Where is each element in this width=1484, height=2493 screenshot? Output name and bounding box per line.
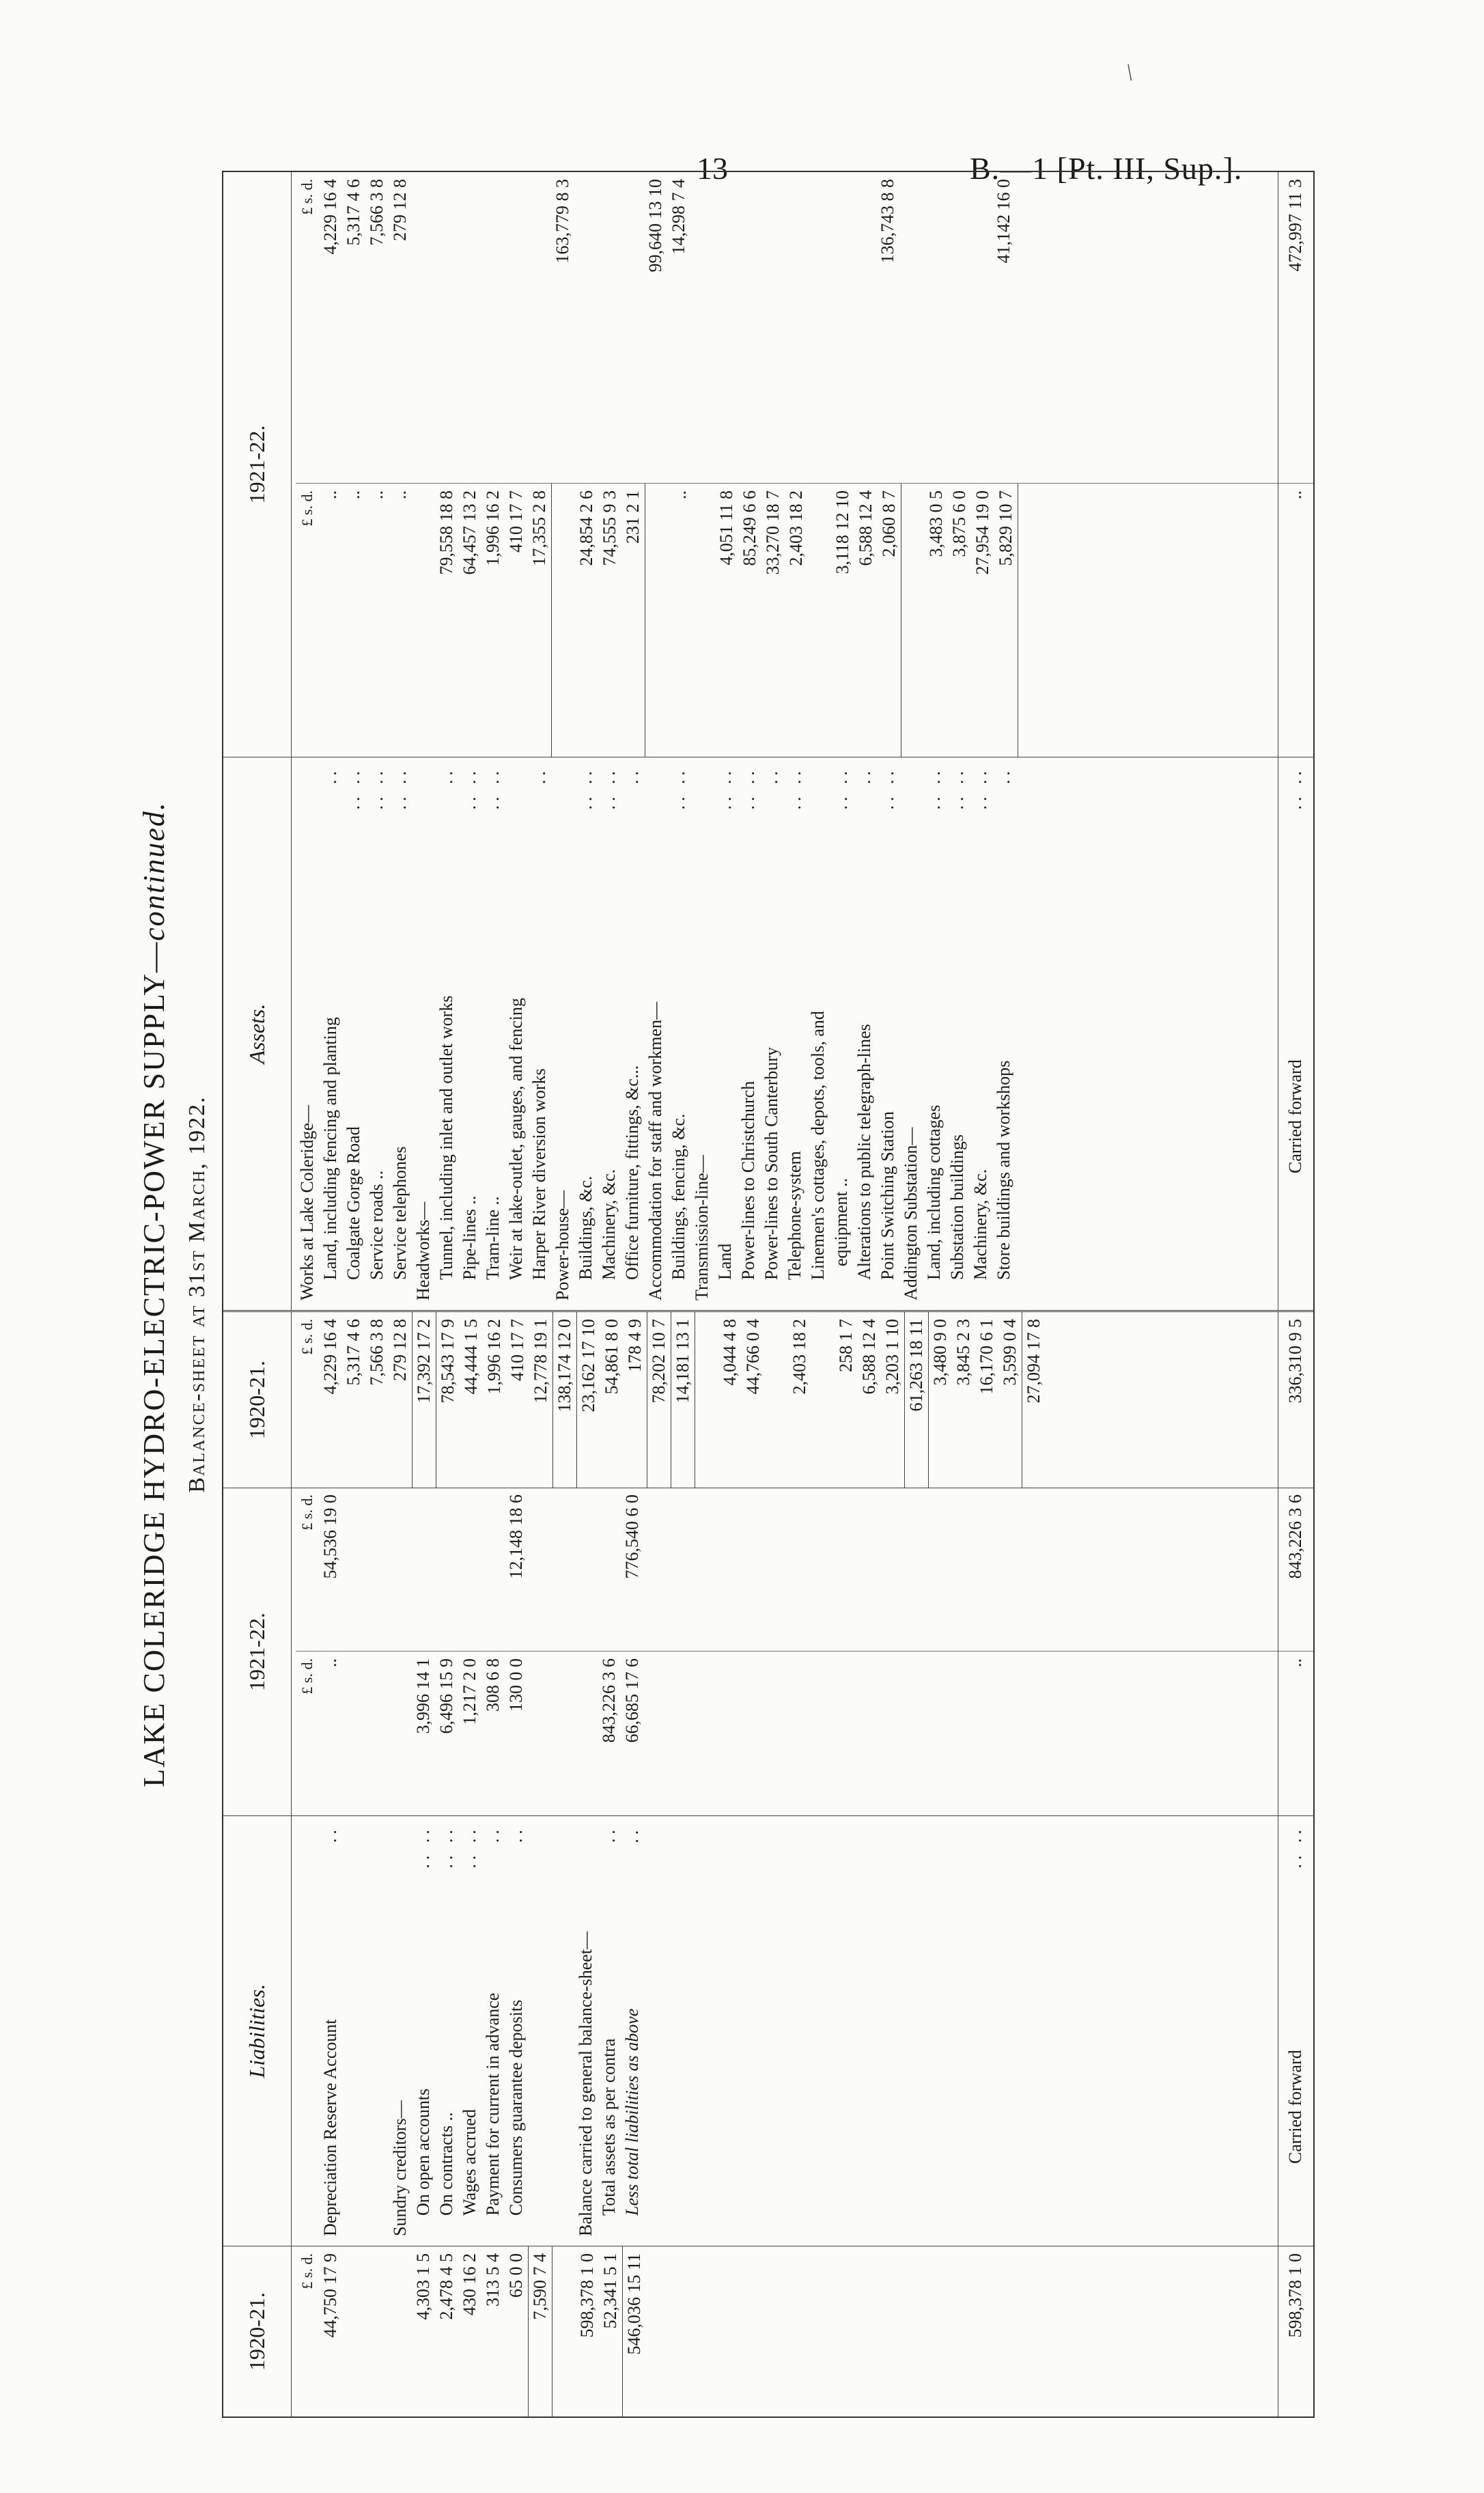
header-1921-22: 1921-22. [223, 172, 292, 757]
liab-creditor: On open accounts .. .. [413, 1826, 433, 2216]
asset-item: Land, including fencing and planting .. [320, 767, 340, 1280]
asset-item: equipment .. .. .. [831, 767, 851, 1266]
liab-carried-forward: Carried forward .. .. [1278, 1816, 1313, 2246]
asset-item: Service telephones .. .. [390, 767, 410, 1280]
prev-asset: 2,403 18 2 [789, 1319, 809, 1395]
curr-asset: 6,588 12 4 [856, 490, 876, 566]
prev-creditor: 430 16 2 [460, 2253, 479, 2315]
asset-item: Coalgate Gorge Road .. .. [344, 767, 363, 1280]
asset-item: Pipe-lines .. .. .. [460, 767, 479, 1280]
curr-asset: 5,317 4 6 [344, 179, 363, 246]
curr-creditor: 1,217 2 0 [460, 1658, 479, 1725]
asset-item: Power-lines to Christchurch .. .. [738, 767, 758, 1280]
asset-item: Telephone-system .. .. [785, 767, 804, 1280]
prev-asset: 410 17 7 [507, 1319, 527, 1381]
prev-asset: 6,588 12 4 [859, 1319, 879, 1395]
liab-sundry-creditors: Sundry creditors— [390, 2100, 410, 2236]
header-1921-22: 1921-22. [223, 1488, 292, 1815]
prev-asset: 4,229 16 4 [320, 1319, 340, 1395]
curr-asset: 3,118 12 10 [832, 490, 852, 574]
curr-balance: 776,540 6 0 [622, 1494, 642, 1579]
asset-group-trans: Transmission-line— [692, 1155, 712, 1300]
asset-item: Alterations to public telegraph-lines .. [854, 767, 874, 1280]
prev-asset: 44,444 1 5 [461, 1319, 481, 1395]
curr-asset: 1,996 16 2 [483, 490, 503, 566]
curr-asset: 24,854 2 6 [576, 490, 596, 566]
prev-trans-total: 61,263 18 11 [905, 1312, 929, 1488]
prev-lake-total: 17,392 17 2 [412, 1312, 436, 1488]
prev-creditor: 313 5 4 [483, 2253, 503, 2307]
liab-less-liabilities: Less total liabilities as above .. [622, 1826, 642, 2216]
prev-creditor: 65 0 0 [505, 2246, 529, 2417]
lsd-header: £ s. d. [298, 1494, 316, 1531]
rotated-balance-sheet [137, 171, 1345, 2418]
asset-item: Tunnel, including inlet and outlet works .. [436, 767, 456, 1280]
page-number: 13 [697, 151, 728, 186]
asset-item: Substation buildings .. .. [947, 767, 967, 1280]
col-liab-1922: 1921-22. £ s. d. .. 3,996 14 1 6,496 15 9 1,217 2 0 308 6 8 130 0 0 843,226 3 6 66,685 17 6 £ s. d. 54,536 19 0 12,148 18 6 776,540 6 0 .. 843,226 3 6 [223, 1488, 1313, 1815]
prev-carried-forward: 598,378 1 0 [1278, 2246, 1313, 2417]
asset-group-accom: Accommodation for staff and workmen— [645, 1001, 665, 1300]
prev-asset: 44,766 0 4 [743, 1319, 763, 1395]
prev-asset: 4,044 4 8 [720, 1319, 740, 1386]
lsd-header: £ s. d. [298, 1319, 316, 1355]
curr-asset: 85,249 6 6 [740, 490, 759, 566]
curr-asset: 279 12 8 [390, 179, 410, 241]
curr-total-assets: 843,226 3 6 [599, 1658, 619, 1743]
curr-asset: 3,483 0 5 [926, 490, 946, 557]
header-liabilities: Liabilities. [223, 1816, 292, 2246]
document-title: LAKE COLERIDGE HYDRO-ELECTRIC-POWER SUPPLY—continued. [137, 801, 171, 1787]
prev-asset: 178 4 9 [624, 1312, 647, 1488]
lsd-header: £ s. d. [298, 1658, 316, 1695]
lsd-header: £ s. d. [298, 179, 316, 215]
prev-asset: 3,480 9 0 [930, 1319, 950, 1386]
asset-item: Machinery, &c. .. .. [599, 767, 619, 1280]
asset-group-lake: Works at Lake Coleridge— [297, 1105, 317, 1300]
prev-asset: 5,317 4 6 [344, 1319, 363, 1386]
lsd-header: £ s. d. [298, 2253, 316, 2289]
curr-asset: 2,403 18 2 [786, 490, 806, 566]
liab-creditor: Wages accrued .. .. [460, 1826, 479, 2216]
prev-asset: 12,778 19 1 [529, 1312, 553, 1488]
asset-item: Service roads .. .. .. [367, 767, 387, 1280]
prev-asset [765, 1312, 788, 1488]
prev-accom: 14,181 13 1 [671, 1312, 695, 1488]
asset-group-head: Headworks— [413, 1201, 433, 1300]
curr-asset: 410 17 7 [506, 490, 526, 553]
liab-creditor: On contracts .. .. .. [436, 1826, 456, 2216]
curr-depreciation: 54,536 19 0 [320, 1494, 340, 1579]
asset-item: Machinery, &c. .. .. [970, 767, 990, 1280]
prev-balance: 546,036 15 11 [624, 2253, 644, 2355]
header-1920-21: 1920-21. [223, 1312, 292, 1488]
prev-asset: 279 12 8 [389, 1312, 412, 1488]
curr-asset: 27,954 19 0 [972, 490, 992, 575]
col-assets-1920 [223, 1310, 1313, 1488]
prev-depreciation: 44,750 17 9 [320, 2253, 340, 2338]
curr-assets-carried: 472,997 11 3 [1285, 179, 1305, 272]
document-subtitle: Balance-sheet at 31st March, 1922. [184, 1096, 210, 1493]
balance-sheet-table [222, 171, 1315, 2418]
col-liab-1920 [223, 2246, 1313, 2417]
curr-asset: 231 2 1 [621, 484, 645, 757]
prev-asset: 78,543 17 9 [438, 1319, 458, 1404]
curr-add-total: 41,142 16 0 [994, 179, 1013, 264]
header-assets: Assets. [223, 757, 292, 1310]
curr-asset: 64,457 13 2 [460, 490, 479, 575]
prev-asset: 258 1 7 [836, 1319, 856, 1372]
prev-add-total: 27,094 17 8 [1024, 1319, 1044, 1404]
curr-asset: 74,555 9 3 [600, 490, 619, 566]
prev-asset: 1,996 16 2 [484, 1319, 504, 1395]
liab-depreciation: Depreciation Reserve Account .. [320, 1826, 340, 2236]
curr-asset: 3,875 6 0 [949, 490, 969, 557]
asset-item: Harper River diversion works .. [529, 767, 549, 1280]
curr-asset: 5,829 10 7 [994, 484, 1018, 757]
curr-accom: 14,298 7 4 [669, 179, 688, 255]
curr-asset: 2,060 8 7 [878, 484, 901, 757]
prev-asset: 3,845 2 3 [953, 1319, 973, 1386]
prev-total-assets: 598,378 1 0 [577, 2253, 597, 2338]
prev-less-liabilities: 52,341 5 1 [599, 2246, 623, 2417]
col-liabilities [223, 1815, 1313, 2246]
curr-asset: 7,566 3 8 [367, 179, 387, 246]
prev-asset: 7,566 3 8 [367, 1319, 387, 1386]
prev-power-total: 78,202 10 7 [647, 1312, 671, 1488]
prev-asset: 16,170 6 1 [977, 1319, 996, 1395]
asset-item: Tram-line .. .. .. [483, 767, 503, 1280]
curr-carried-forward: 843,226 3 6 [1285, 1494, 1305, 1579]
prev-asset: 23,162 17 10 [578, 1319, 598, 1412]
asset-item: Power-lines to South Canterbury .. [761, 767, 781, 1280]
asset-item: Office furniture, fittings, &c... .. [622, 767, 642, 1280]
prev-assets-carried: 336,310 9 5 [1278, 1312, 1313, 1488]
prev-creditor: 4,303 1 5 [413, 2253, 433, 2320]
prev-creditor: 2,478 4 5 [436, 2253, 456, 2320]
pencil-mark: / [1121, 60, 1139, 85]
prev-asset: 54,861 8 0 [602, 1319, 621, 1395]
curr-asset: 4,229 16 4 [320, 179, 340, 255]
prev-creditors-total: 7,590 7 4 [529, 2246, 552, 2417]
liab-total-assets: Total assets as per contra .. [599, 1826, 619, 2216]
asset-item: Buildings, fencing, &c. .. .. [669, 767, 688, 1280]
curr-less-liabilities: 66,685 17 6 [622, 1658, 642, 1743]
curr-asset: 17,355 2 8 [528, 484, 552, 757]
asset-item: Linemen's cottages, depots, tools, and [808, 1011, 828, 1280]
curr-creditor: 3,996 14 1 [413, 1658, 433, 1734]
curr-asset: 33,270 18 7 [763, 490, 783, 575]
asset-item: Buildings, &c. .. .. [576, 767, 596, 1280]
header-1920-21: 1920-21. [223, 2246, 292, 2417]
asset-item: Weir at lake-outlet, gauges, and fencing [506, 997, 526, 1280]
curr-creditors-total: 12,148 18 6 [506, 1494, 526, 1579]
assets-carried-label: Carried forward .. .. [1278, 757, 1313, 1310]
curr-creditor: 6,496 15 9 [436, 1658, 456, 1734]
asset-item: Land .. .. [715, 767, 735, 1280]
curr-assets-carried-row: .. 472,997 11 3 [1278, 172, 1313, 757]
asset-item: Point Switching Station .. .. [878, 767, 897, 1280]
asset-group-add: Addington Substation— [901, 1127, 921, 1300]
asset-group-power: Power-house— [552, 1190, 572, 1300]
liab-balance-carried: Balance carried to general balance-sheet— [576, 1931, 596, 2236]
curr-asset: 79,558 18 8 [436, 490, 456, 575]
curr-head-total: 163,779 8 3 [552, 179, 572, 264]
curr-power-total: 99,640 13 10 [645, 179, 665, 273]
page-reference: B.—1 [Pt. III, Sup.]. [970, 151, 1243, 186]
asset-item: Land, including cottages .. .. [924, 767, 944, 1280]
curr-creditor: 130 0 0 [506, 1658, 526, 1712]
curr-creditor: 308 6 8 [483, 1658, 503, 1712]
curr-asset: 4,051 11 8 [716, 490, 736, 566]
prev-asset: 3,203 1 10 [881, 1312, 905, 1488]
liab-creditor: Payment for current in advance .. [483, 1826, 503, 2216]
prev-asset: 3,599 0 4 [998, 1312, 1022, 1488]
lsd-header: £ s. d. [298, 490, 316, 527]
curr-carried-row: .. 843,226 3 6 [1278, 1488, 1313, 1815]
asset-item: Store buildings and workshops .. [994, 767, 1013, 1280]
prev-head-total: 138,174 12 0 [553, 1312, 577, 1488]
liab-creditor: Consumers guarantee deposits .. [506, 1826, 526, 2216]
col-assets [223, 757, 1313, 1310]
col-assets-1922: 1921-22. £ s. d. .. .. .. .. 79,558 18 8 64,457 13 2 1,996 16 2 410 17 7 17,355 2 8 24,854 2 6 74,555 9 3 231 2 1 .. 4,051 11 8 85,249 6 6 33,270 18 7 2,403 18 2 3,118 12 10 6,588 12 4 2,060 8 7 3,483 0 5 3,875 6 0 27,954 19 0 5,829 10 7 £ s. d. 4,229 16 4 5,317 4 6 7,566 3 8 279 12 8 163,779 8 3 99,640 13 10 14,298 7 4 136,743 8 8 41,142 16 0 .. 472,997 11 3 [223, 172, 1313, 757]
curr-trans-total: 136,743 8 8 [878, 179, 897, 264]
